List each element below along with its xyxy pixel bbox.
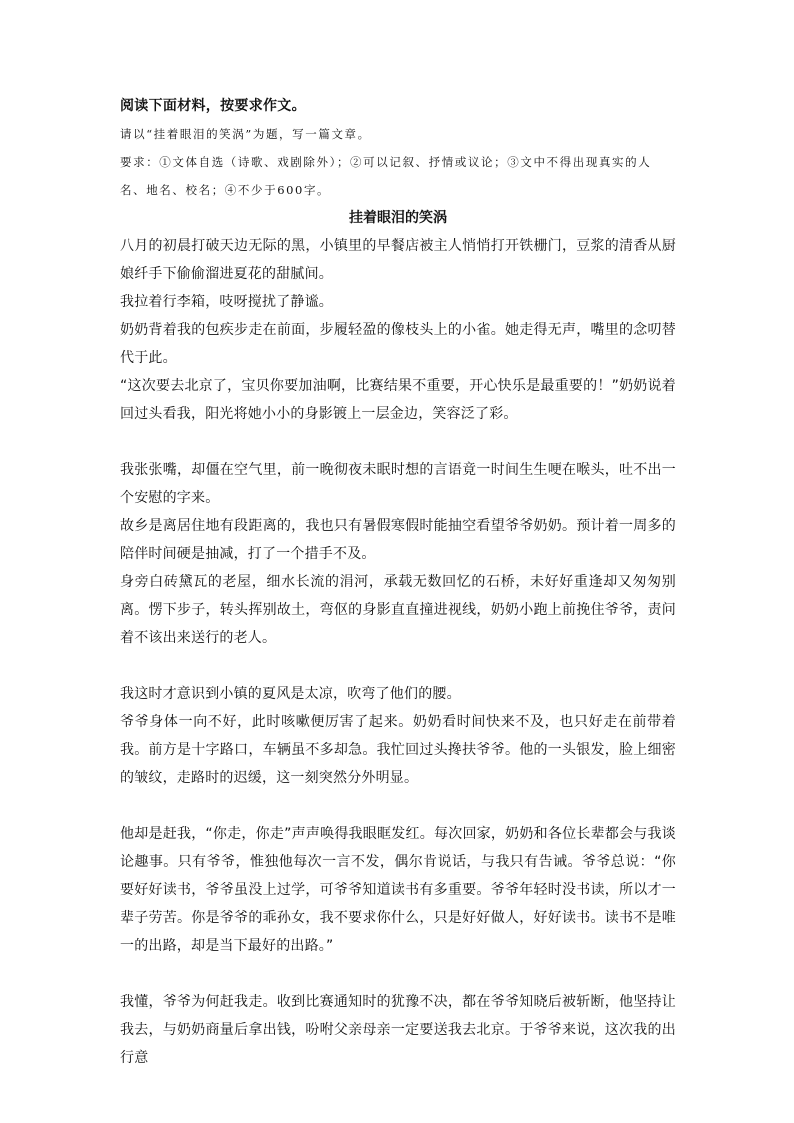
essay-paragraph: 爷爷身体一向不好，此时咳嗽便厉害了起来。奶奶看时间快来不及，也只好走在前带着我。前方是十字路口，车辆虽不多却急。我忙回过头搀扶爷爷。他的一头银发，脸上细密的皱纹，走路时的迟缓，这一刻突然分外明显。: [120, 714, 676, 786]
essay-paragraph: 他却是赶我，“你走，你走”声声唤得我眼眶发红。每次回家，奶奶和各位长辈都会与我谈论趣事。只有爷爷，惟独他每次一言不发，偶尔肯说话，与我只有告诫。爷爷总说：“你要好好读书，爷爷虽没上过学，可爷爷知道读书有多重要。爷爷年轻时没书读，所以才一辈子劳苦。你是爷爷的乖孙女，我不要求你什么，只是好好做人，好好读书。读书不是唯一的出路，却是当下最好的出路。”: [120, 826, 676, 954]
essay-paragraph: 我这时才意识到小镇的夏风是太凉，吹弯了他们的腰。: [120, 686, 461, 702]
instruction-heading: 阅读下面材料，按要求作文。: [120, 98, 306, 114]
essay-paragraph: 我懂，爷爷为何赶我走。收到比赛通知时的犹豫不决，都在爷爷知晓后被斩断，他坚持让我去，与奶奶商量后拿出钱，吩咐父亲母亲一定要送我去北京。于爷爷来说，这次我的出行意: [120, 994, 676, 1066]
paragraph-gap: [120, 960, 676, 988]
instruction-requirements: 要求：①文体自选（诗歌、戏剧除外）；②可以记叙、抒情或议论；③文中不得出现真实的人名、地名、校名；④不少于600字。: [120, 155, 652, 197]
essay-paragraph: 八月的初晨打破天边无际的黑，小镇里的早餐店被主人悄悄打开铁栅门，豆浆的清香从厨娘纤手下偷偷溜进夏花的甜腻间。: [120, 238, 676, 282]
paragraph-gap: [120, 652, 676, 680]
instruction-topic: 请以“挂着眼泪的笑涡”为题，写一篇文章。: [120, 127, 371, 141]
essay-paragraph: 我张张嘴，却僵在空气里，前一晚彻夜未眠时想的言语竟一时间生生哽在喉头，吐不出一个安慰的字来。: [120, 462, 676, 506]
essay-title: 挂着眼泪的笑涡: [349, 210, 447, 226]
essay-paragraph: “这次要去北京了，宝贝你要加油啊，比赛结果不重要，开心快乐是最重要的！”奶奶说着回过头看我，阳光将她小小的身影镀上一层金边，笑容泛了彩。: [120, 378, 676, 422]
document-content: [120, 92, 676, 1072]
essay-paragraph: 我拉着行李箱，吱呀搅扰了静谧。: [120, 294, 333, 310]
essay-paragraph: 身旁白砖黛瓦的老屋，细水长流的涓河，承载无数回忆的石桥，未好好重逢却又匆匆别离。愣下步子，转头挥别故土，弯伛的身影直直撞进视线，奶奶小跑上前挽住爷爷，责问着不该出来送行的老人。: [120, 574, 676, 646]
paragraph-gap: [120, 792, 676, 820]
essay-paragraph: 奶奶背着我的包疾步走在前面，步履轻盈的像枝头上的小雀。她走得无声，嘴里的念叨替代于此。: [120, 322, 676, 366]
paragraph-gap: [120, 428, 676, 456]
essay-paragraph: 故乡是离居住地有段距离的，我也只有暑假寒假时能抽空看望爷爷奶奶。预计着一周多的陪伴时间硬是抽减，打了一个措手不及。: [120, 518, 676, 562]
